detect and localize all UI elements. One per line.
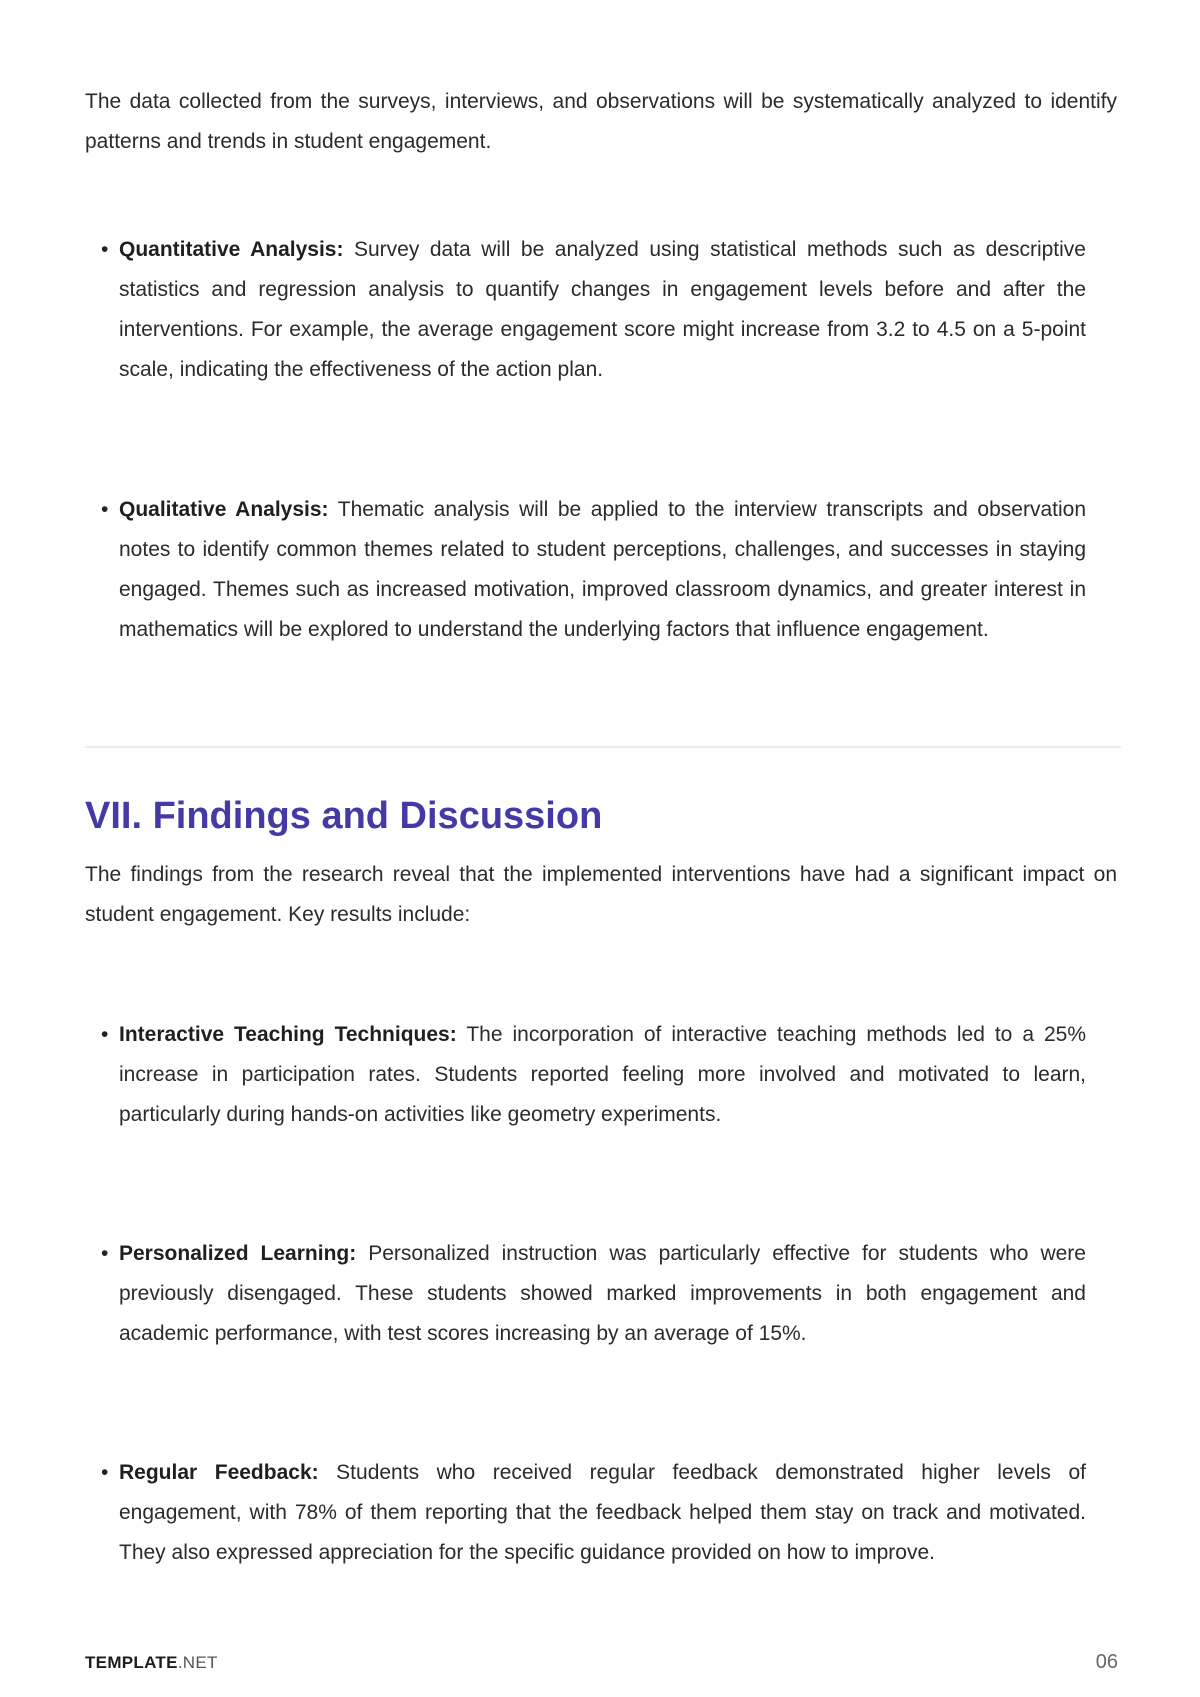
bullet-personalized-learning — [101, 1234, 1086, 1354]
bullet-term: Quantitative Analysis: — [119, 238, 344, 261]
bullet-term: Interactive Teaching Techniques: — [119, 1023, 457, 1046]
bullet-text: The incorporation of interactive teaching methods led to a 25% increase in participation rates. Students reported feeling more involved and motivated to learn, particularly during hands-on activities like geometry experiments. — [119, 1023, 1086, 1126]
bullet-term: Personalized Learning: — [119, 1242, 357, 1265]
bullet-term: Regular Feedback: — [119, 1461, 319, 1484]
section-heading-findings: VII. Findings and Discussion — [85, 795, 603, 837]
findings-intro-paragraph: The findings from the research reveal that the implemented interventions have had a significant impact on student engagement. Key results include: — [85, 863, 1117, 926]
bullet-text: Students who received regular feedback demonstrated higher levels of engagement, with 78% of them reporting that the feedback helped them stay on track and motivated. They also expressed appreciation for the specific guidance provided on how to improve. — [119, 1461, 1086, 1564]
logo-bold-text: TEMPLATE — [85, 1653, 178, 1672]
page-number: 06 — [1095, 1651, 1118, 1673]
bullet-text: Personalized instruction was particularly effective for students who were previously disengaged. These students showed marked improvements in both engagement and academic performance, with test scores increasing by an average of 15%. — [119, 1242, 1086, 1345]
section-divider — [85, 746, 1121, 748]
analysis-intro-paragraph: The data collected from the surveys, interviews, and observations will be systematically analyzed to identify patterns and trends in student engagement. — [85, 90, 1117, 153]
bullet-interactive-teaching — [101, 1015, 1086, 1135]
bullet-quantitative-analysis — [101, 230, 1086, 390]
bullet-text: Thematic analysis will be applied to the interview transcripts and observation notes to identify common themes related to student perceptions, challenges, and successes in staying engaged. Themes such as increased motivation, improved classroom dynamics, and greater interest in mathematics will be explored to understand the underlying factors that influence engagement. — [119, 498, 1087, 641]
template-net-logo — [85, 1653, 218, 1673]
bullet-regular-feedback — [101, 1453, 1086, 1573]
bullet-term: Qualitative Analysis: — [119, 498, 329, 521]
logo-light-text: .NET — [177, 1653, 218, 1672]
bullet-text: Survey data will be analyzed using statistical methods such as descriptive statistics and regression analysis to quantify changes in engagement levels before and after the interventions. For example, the average engagement score might increase from 3.2 to 4.5 on a 5-point scale, indicating the effectiveness of the action plan. — [119, 238, 1086, 381]
bullet-qualitative-analysis — [101, 490, 1086, 650]
